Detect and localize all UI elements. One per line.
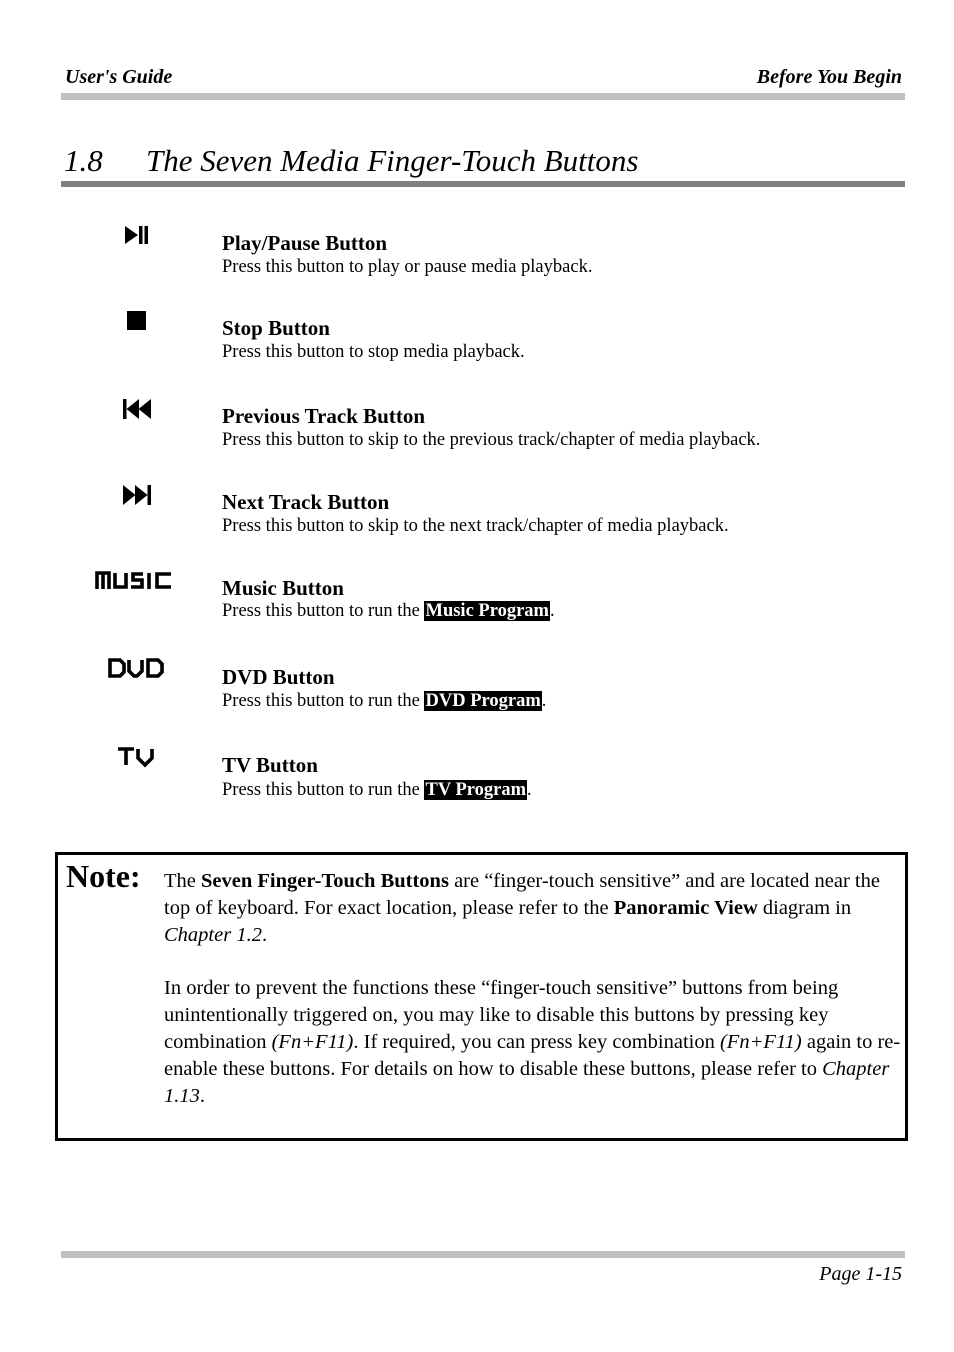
note-paragraph-1 — [164, 868, 904, 949]
note-text-run: . — [199, 1085, 205, 1107]
music-icon — [92, 570, 182, 596]
desc-text: . — [549, 601, 555, 621]
desc-text: Press this button to run the — [222, 601, 425, 621]
note-text-run: The — [164, 870, 201, 892]
play-pause-icon — [92, 224, 182, 250]
key-combo: (Fn+F11) — [271, 1031, 354, 1053]
header-left: User's Guide — [65, 66, 173, 88]
note-bold-run: Seven Finger-Touch Buttons — [201, 870, 449, 892]
page-number: Page 1-15 — [819, 1263, 902, 1285]
button-name: Stop Button — [222, 316, 330, 340]
key-combo: (Fn+F11) — [719, 1031, 802, 1053]
tv-icon — [92, 746, 182, 772]
button-name: DVD Button — [222, 665, 335, 689]
chapter-ref: Chapter 1.2 — [164, 924, 262, 946]
button-desc: Press this button to skip to the next track/chapter of media playback. — [222, 516, 729, 536]
previous-track-icon — [92, 398, 182, 424]
title-rule — [61, 181, 905, 187]
button-desc — [222, 601, 555, 622]
next-track-icon — [92, 484, 182, 510]
dvd-icon — [92, 657, 182, 683]
section-title — [64, 143, 638, 179]
note-text — [164, 868, 904, 1110]
note-text-run: again to re-enable these buttons. For details on how to disable these buttons, please refer to — [164, 1031, 901, 1080]
button-desc — [222, 691, 546, 712]
music-program-link[interactable]: Music Program — [425, 601, 549, 621]
desc-text: Press this button to run the — [222, 780, 425, 800]
note-label: Note: — [66, 858, 141, 894]
header-rule — [61, 93, 905, 100]
tv-program-link[interactable]: TV Program — [425, 780, 527, 800]
button-name: Play/Pause Button — [222, 231, 388, 255]
header-right: Before You Begin — [756, 66, 902, 88]
note-text-run: . — [261, 924, 268, 946]
desc-text: Press this button to run the — [222, 691, 425, 711]
note-text-run: In order to prevent the functions these “finger-touch sensitive” buttons from being unintentionally triggered on, you may like to disable this buttons by pressing key combination — [164, 977, 839, 1053]
button-name: Previous Track Button — [222, 404, 426, 428]
note-text-run: . If required, you can press key combination — [353, 1031, 720, 1053]
note-text-run: are “finger-touch sensitive” and are located near the top of keyboard. For exact location, please refer to the — [164, 870, 880, 919]
stop-icon — [92, 310, 182, 336]
button-desc: Press this button to stop media playback. — [222, 342, 525, 362]
section-title-text: The Seven Media Finger-Touch Buttons — [146, 143, 639, 178]
footer-rule — [61, 1251, 905, 1258]
button-desc: Press this button to play or pause media playback. — [222, 257, 593, 277]
button-desc: Press this button to skip to the previous track/chapter of media playback. — [222, 430, 761, 450]
button-name: Next Track Button — [222, 490, 390, 514]
desc-text: . — [527, 780, 532, 800]
button-name: Music Button — [222, 576, 344, 600]
desc-text: . — [541, 691, 547, 711]
dvd-program-link[interactable]: DVD Program — [425, 691, 541, 711]
panoramic-view-ref: Panoramic View — [613, 897, 758, 919]
section-number: 1.8 — [64, 143, 103, 178]
note-paragraph-2 — [164, 975, 904, 1110]
note-text-run: diagram in — [757, 897, 852, 919]
button-desc — [222, 780, 532, 801]
note-box — [55, 852, 908, 1141]
button-name: TV Button — [222, 753, 318, 777]
chapter-ref: Chapter 1.13 — [164, 1058, 890, 1107]
